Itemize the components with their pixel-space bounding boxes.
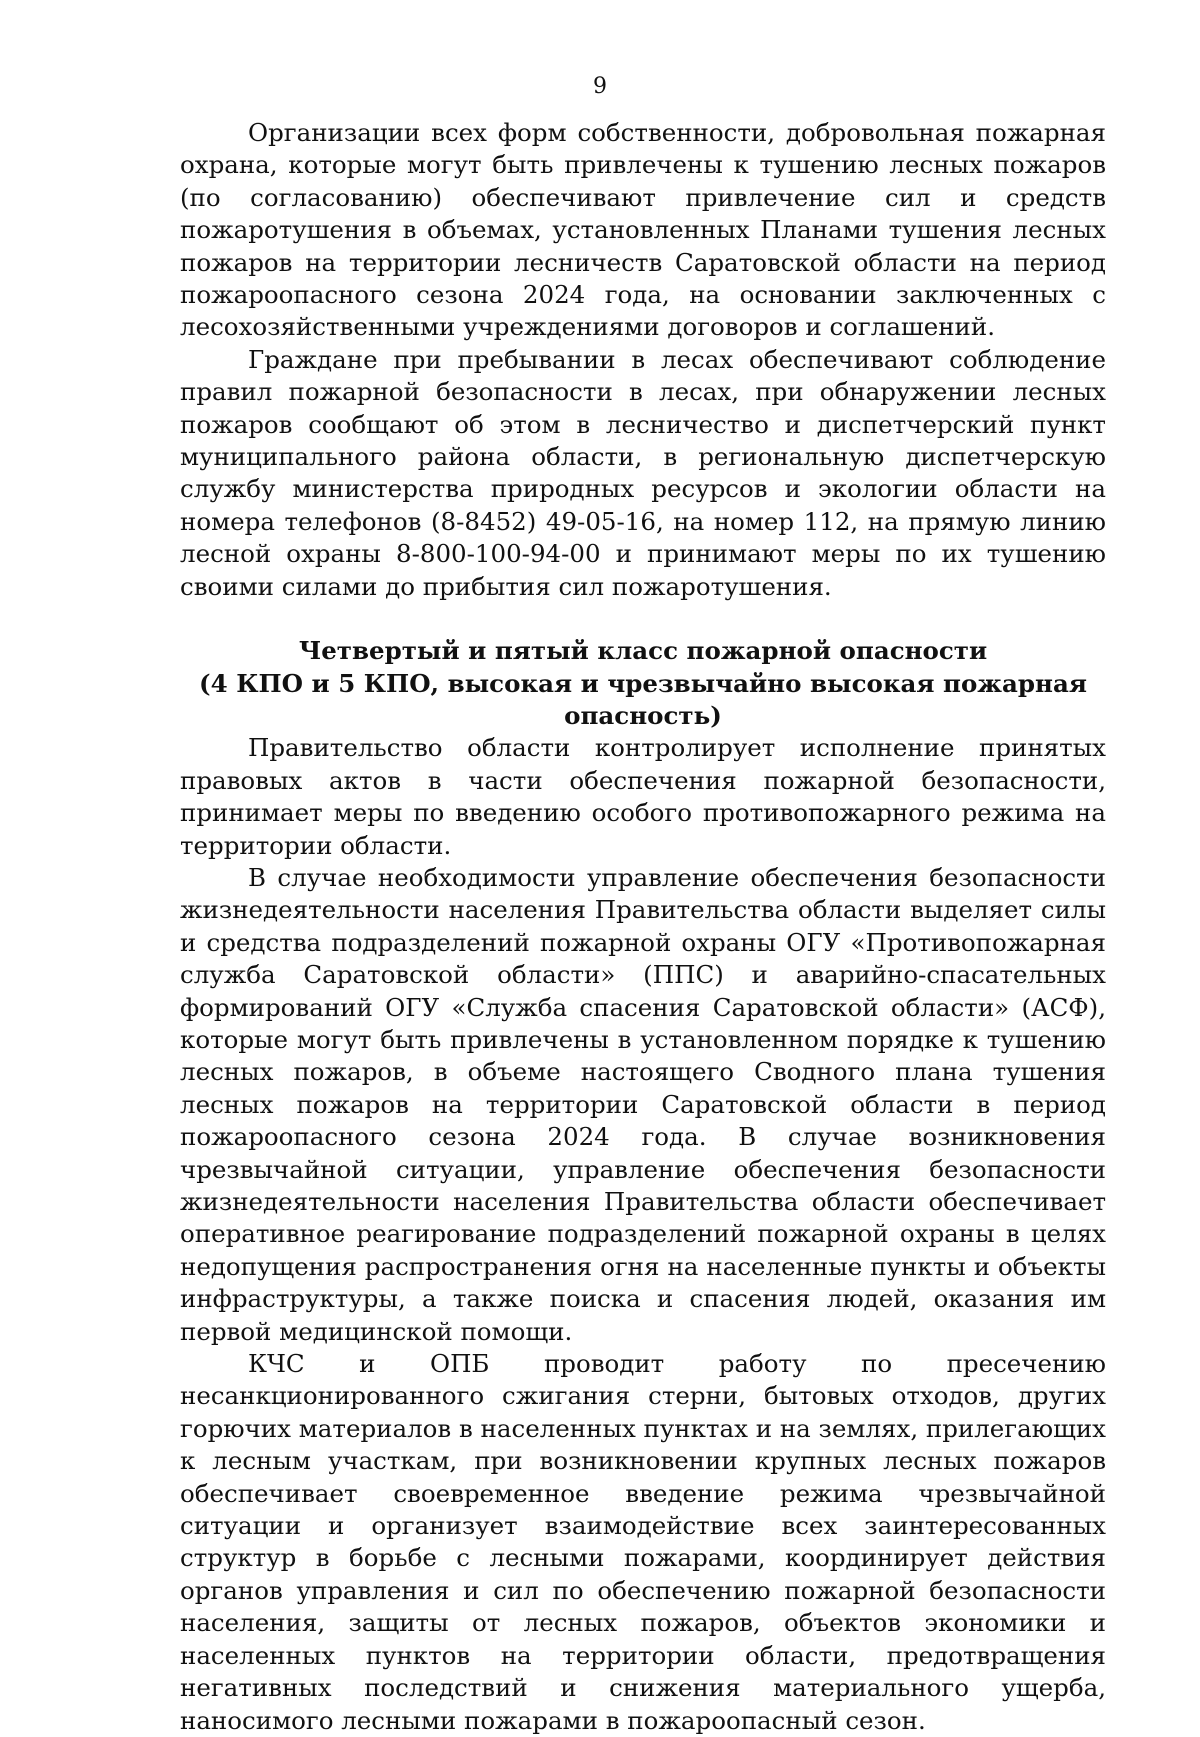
page-number: 9: [593, 74, 607, 99]
section-heading-subtitle: (4 КПО и 5 КПО, высокая и чрезвычайно высокая пожарная опасность): [199, 668, 1087, 730]
section-heading-title: Четвертый и пятый класс пожарной опасности: [298, 636, 988, 666]
section-heading: [180, 635, 1106, 732]
paragraph-citizens: Граждане при пребывании в лесах обеспечивают соблюдение правил пожарной безопасности в лесах, при обнаружении лесных пожаров сообщают об этом в лесничество и диспетчерский пункт муниципального района области, в региональную диспетчерскую службу министерства природных ресурсов и экологии области на номера телефонов (8-8452) 49-05-16, на номер 112, на прямую линию лесной охраны 8-800-100-94-00 и принимают меры по их тушению своими силами до прибытия сил пожаротушения.: [180, 344, 1106, 601]
paragraph-kchs-opb: КЧС и ОПБ проводит работу по пресечению несанкционированного сжигания стерни, бытовых отходов, других горючих материалов в населенных пунктах и на землях, прилегающих к лесным участкам, при возникновении крупных лесных пожаров обеспечивает своевременное введение режима чрезвычайной ситуации и организует взаимодействие всех заинтересованных структур в борьбе с лесными пожарами, координирует действия органов управления и сил по обеспечению пожарной безопасности населения, защиты от лесных пожаров, объектов экономики и населенных пунктов на территории области, предотвращения негативных последствий и снижения материального ущерба, наносимого лесными пожарами в пожароопасный сезон.: [180, 1349, 1106, 1735]
paragraph-emergency-management: В случае необходимости управление обеспечения безопасности жизнедеятельности населения Правительства области выделяет силы и средства подразделений пожарной охраны ОГУ «Противопожарная служба Саратовской области» (ППС) и аварийно-спасательных формирований ОГУ «Служба спасения Саратовской области» (АСФ), которые могут быть привлечены в установленном порядке к тушению лесных пожаров, в объеме настоящего Сводного плана тушения лесных пожаров на территории Саратовской области в период пожароопасного сезона 2024 года. В случае возникновения чрезвычайной ситуации, управление обеспечения безопасности жизнедеятельности населения Правительства области обеспечивает оперативное реагирование подразделений пожарной охраны в целях недопущения распространения огня на населенные пункты и объекты инфраструктуры, а также поиска и спасения людей, оказания им первой медицинской помощи.: [180, 862, 1106, 1346]
paragraph-organizations: Организации всех форм собственности, добровольная пожарная охрана, которые могут быть привлечены к тушению лесных пожаров (по согласованию) обеспечивают привлечение сил и средств пожаротушения в объемах, установленных Планами тушения лесных пожаров на территории лесничеств Саратовской области на период пожароопасного сезона 2024 года, на основании заключенных с лесохозяйственными учреждениями договоров и соглашений.: [180, 118, 1106, 342]
paragraph-government: Правительство области контролирует исполнение принятых правовых актов в части обеспечения пожарной безопасности, принимает меры по введению особого противопожарного режима на территории области.: [180, 733, 1106, 860]
document-body: [180, 117, 1106, 1737]
